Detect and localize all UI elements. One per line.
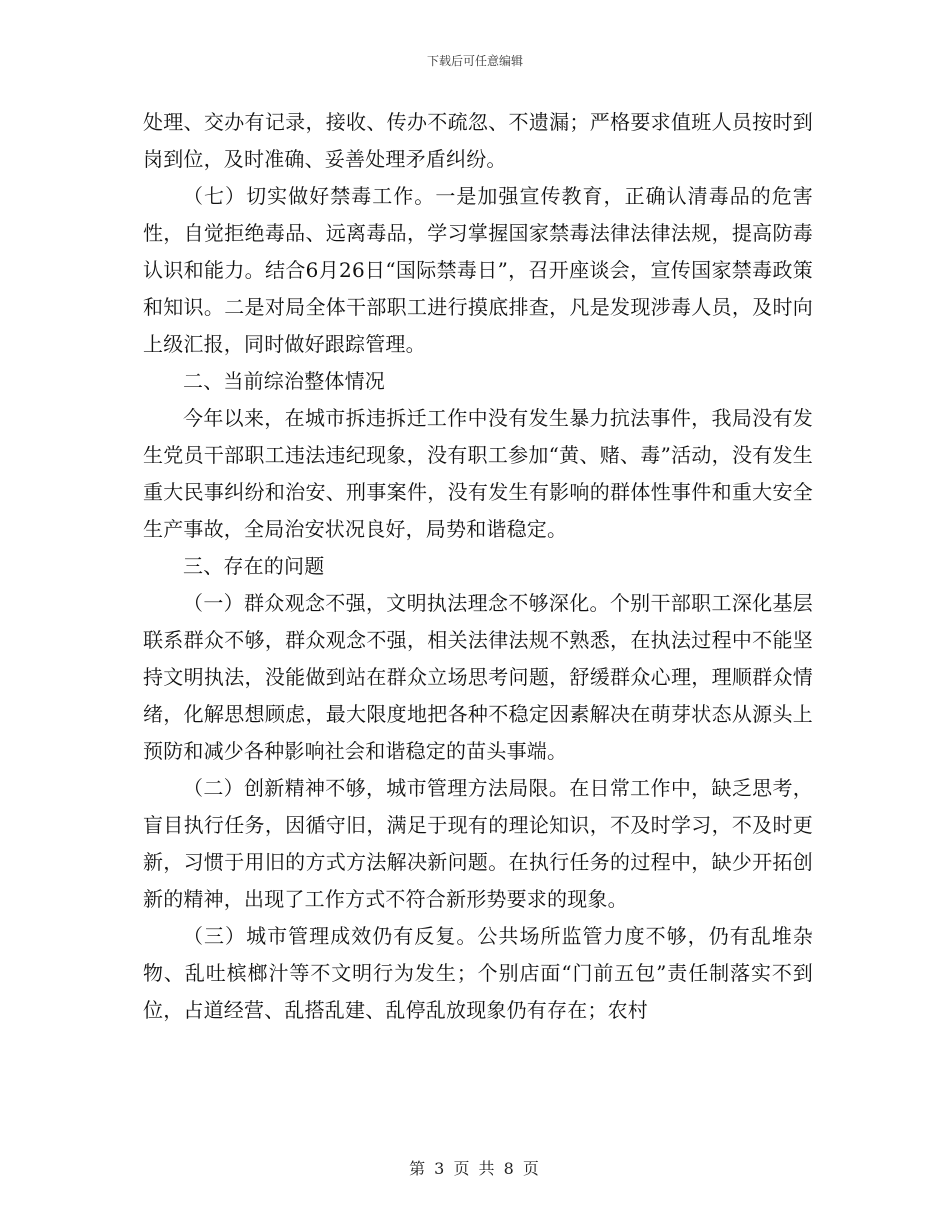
document-body	[143, 104, 813, 1029]
section-heading-overall-situation: 二、当前综治整体情况	[183, 369, 385, 393]
paragraph-continuation: 处理、交办有记录，接收、传办不疏忽、不遗漏；严格要求值班人员按时到岗到位，及时准确、妥善处理矛盾纠纷。	[143, 110, 813, 171]
paragraph-problem-1: （一）群众观念不强，文明执法理念不够深化。个别干部职工深化基层联系群众不够，群众观念不强，相关法律法规不熟悉，在执法过程中不能坚持文明执法，没能做到站在群众立场思考问题，舒缓群众心理，理顺群众情绪，化解思想顾虑，最大限度地把各种不稳定因素解决在萌芽状态从源头上预防和减少各种影响社会和谐稳定的苗头事端。	[143, 591, 813, 763]
page-number: 第 3 页 共 8 页	[409, 1159, 541, 1178]
paragraph-problem-3: （三）城市管理成效仍有反复。公共场所监管力度不够，仍有乱堆杂物、乱吐槟榔汁等不文明行为发生；个别店面“门前五包”责任制落实不到位，占道经营、乱搭乱建、乱停乱放现象仍有存在；农村	[143, 924, 813, 1022]
page-header: 下载后可任意编辑	[426, 54, 523, 68]
paragraph-anti-drug: （七）切实做好禁毒工作。一是加强宣传教育，正确认清毒品的危害性，自觉拒绝毒品、远离毒品，学习掌握国家禁毒法律法律法规，提高防毒认识和能力。结合6月26日“国际禁毒日”，召开座谈会，宣传国家禁毒政策和知识。二是对局全体干部职工进行摸底排查，凡是发现涉毒人员，及时向上级汇报，同时做好跟踪管理。	[143, 184, 813, 356]
section-heading-problems: 三、存在的问题	[183, 554, 325, 578]
paragraph-problem-2: （二）创新精神不够，城市管理方法局限。在日常工作中，缺乏思考，盲目执行任务，因循守旧，满足于现有的理论知识，不及时学习，不及时更新，习惯于用旧的方式方法解决新问题。在执行任务的过程中，缺少开拓创新的精神，出现了工作方式不符合新形势要求的现象。	[143, 776, 813, 911]
paragraph-overall-situation: 今年以来，在城市拆违拆迁工作中没有发生暴力抗法事件，我局没有发生党员干部职工违法违纪现象，没有职工参加“黄、赌、毒”活动，没有发生重大民事纠纷和治安、刑事案件，没有发生有影响的群体性事件和重大安全生产事故，全局治安状况良好，局势和谐稳定。	[143, 406, 813, 541]
